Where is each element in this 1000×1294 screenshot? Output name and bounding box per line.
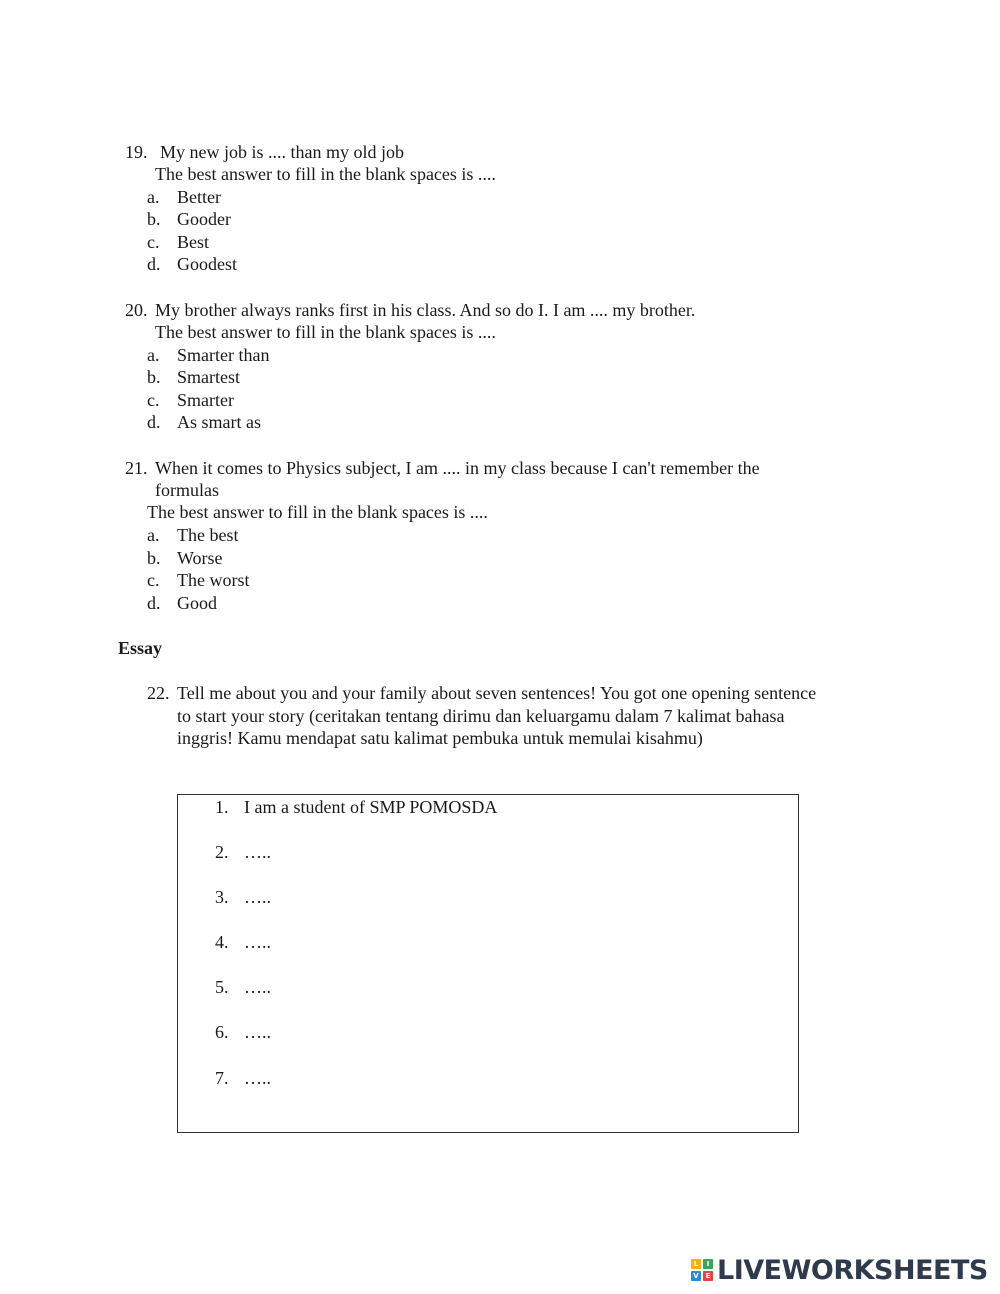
- answer-line-number: 5.: [215, 977, 229, 997]
- option-text: Best: [177, 232, 210, 252]
- option-text: Better: [177, 187, 221, 207]
- option-text: As smart as: [177, 412, 261, 432]
- option-text: Smartest: [177, 367, 240, 387]
- answer-line-text[interactable]: …..: [244, 932, 271, 952]
- option-text: Goodest: [177, 254, 237, 274]
- logo-text: LIVEWORKSHEETS: [717, 1254, 988, 1286]
- answer-line-text: I am a student of SMP POMOSDA: [244, 797, 498, 817]
- option-letter: b.: [147, 367, 161, 387]
- option-text: Gooder: [177, 209, 231, 229]
- question-stem-continued: formulas: [155, 480, 219, 500]
- essay-prompt-line: Tell me about you and your family about seven sentences! You got one opening sentence: [177, 683, 817, 703]
- option-letter: b.: [147, 548, 161, 568]
- answer-line-number: 2.: [215, 842, 229, 862]
- answer-line-text[interactable]: …..: [244, 1068, 271, 1088]
- logo-square: E: [703, 1271, 713, 1281]
- answer-line-number: 4.: [215, 932, 229, 952]
- question-stem: When it comes to Physics subject, I am .... in my class because I can't remember the: [155, 458, 760, 478]
- option-letter: c.: [147, 570, 160, 590]
- answer-line-number: 7.: [215, 1068, 229, 1088]
- option-text: The worst: [177, 570, 250, 590]
- logo-square: L: [691, 1259, 701, 1269]
- question-number: 20.: [125, 300, 148, 320]
- essay-heading: Essay: [118, 638, 163, 658]
- option-text: Worse: [177, 548, 223, 568]
- liveworksheets-logo: [691, 1255, 988, 1285]
- answer-line-text[interactable]: …..: [244, 977, 271, 997]
- option-letter: b.: [147, 209, 161, 229]
- question-instruction: The best answer to fill in the blank spaces is ....: [155, 322, 496, 342]
- option-text: Smarter than: [177, 345, 270, 365]
- answer-line-text[interactable]: …..: [244, 887, 271, 907]
- question-stem: My brother always ranks first in his class. And so do I. I am .... my brother.: [155, 300, 696, 320]
- option-letter: a.: [147, 525, 160, 545]
- option-letter: c.: [147, 390, 160, 410]
- option-letter: a.: [147, 345, 160, 365]
- logo-squares-icon: [691, 1259, 713, 1281]
- option-letter: d.: [147, 593, 161, 613]
- essay-prompt-line: to start your story (ceritakan tentang dirimu dan keluargamu dalam 7 kalimat bahasa: [177, 706, 785, 726]
- question-instruction: The best answer to fill in the blank spaces is ....: [155, 164, 496, 184]
- question-stem: My new job is .... than my old job: [160, 142, 404, 162]
- option-text: The best: [177, 525, 239, 545]
- option-letter: c.: [147, 232, 160, 252]
- logo-square: I: [703, 1259, 713, 1269]
- essay-prompt-line: inggris! Kamu mendapat satu kalimat pembuka untuk memulai kisahmu): [177, 728, 703, 748]
- answer-line-number: 1.: [215, 797, 229, 817]
- option-letter: d.: [147, 254, 161, 274]
- option-text: Smarter: [177, 390, 234, 410]
- question-number: 21.: [125, 458, 148, 478]
- answer-line-number: 3.: [215, 887, 229, 907]
- answer-line-text[interactable]: …..: [244, 842, 271, 862]
- option-letter: a.: [147, 187, 160, 207]
- question-instruction: The best answer to fill in the blank spaces is ....: [147, 502, 488, 522]
- answer-line-text[interactable]: …..: [244, 1022, 271, 1042]
- question-number: 19.: [125, 142, 148, 162]
- option-text: Good: [177, 593, 217, 613]
- question-number: 22.: [147, 683, 170, 703]
- answer-line-number: 6.: [215, 1022, 229, 1042]
- logo-square: V: [691, 1271, 701, 1281]
- option-letter: d.: [147, 412, 161, 432]
